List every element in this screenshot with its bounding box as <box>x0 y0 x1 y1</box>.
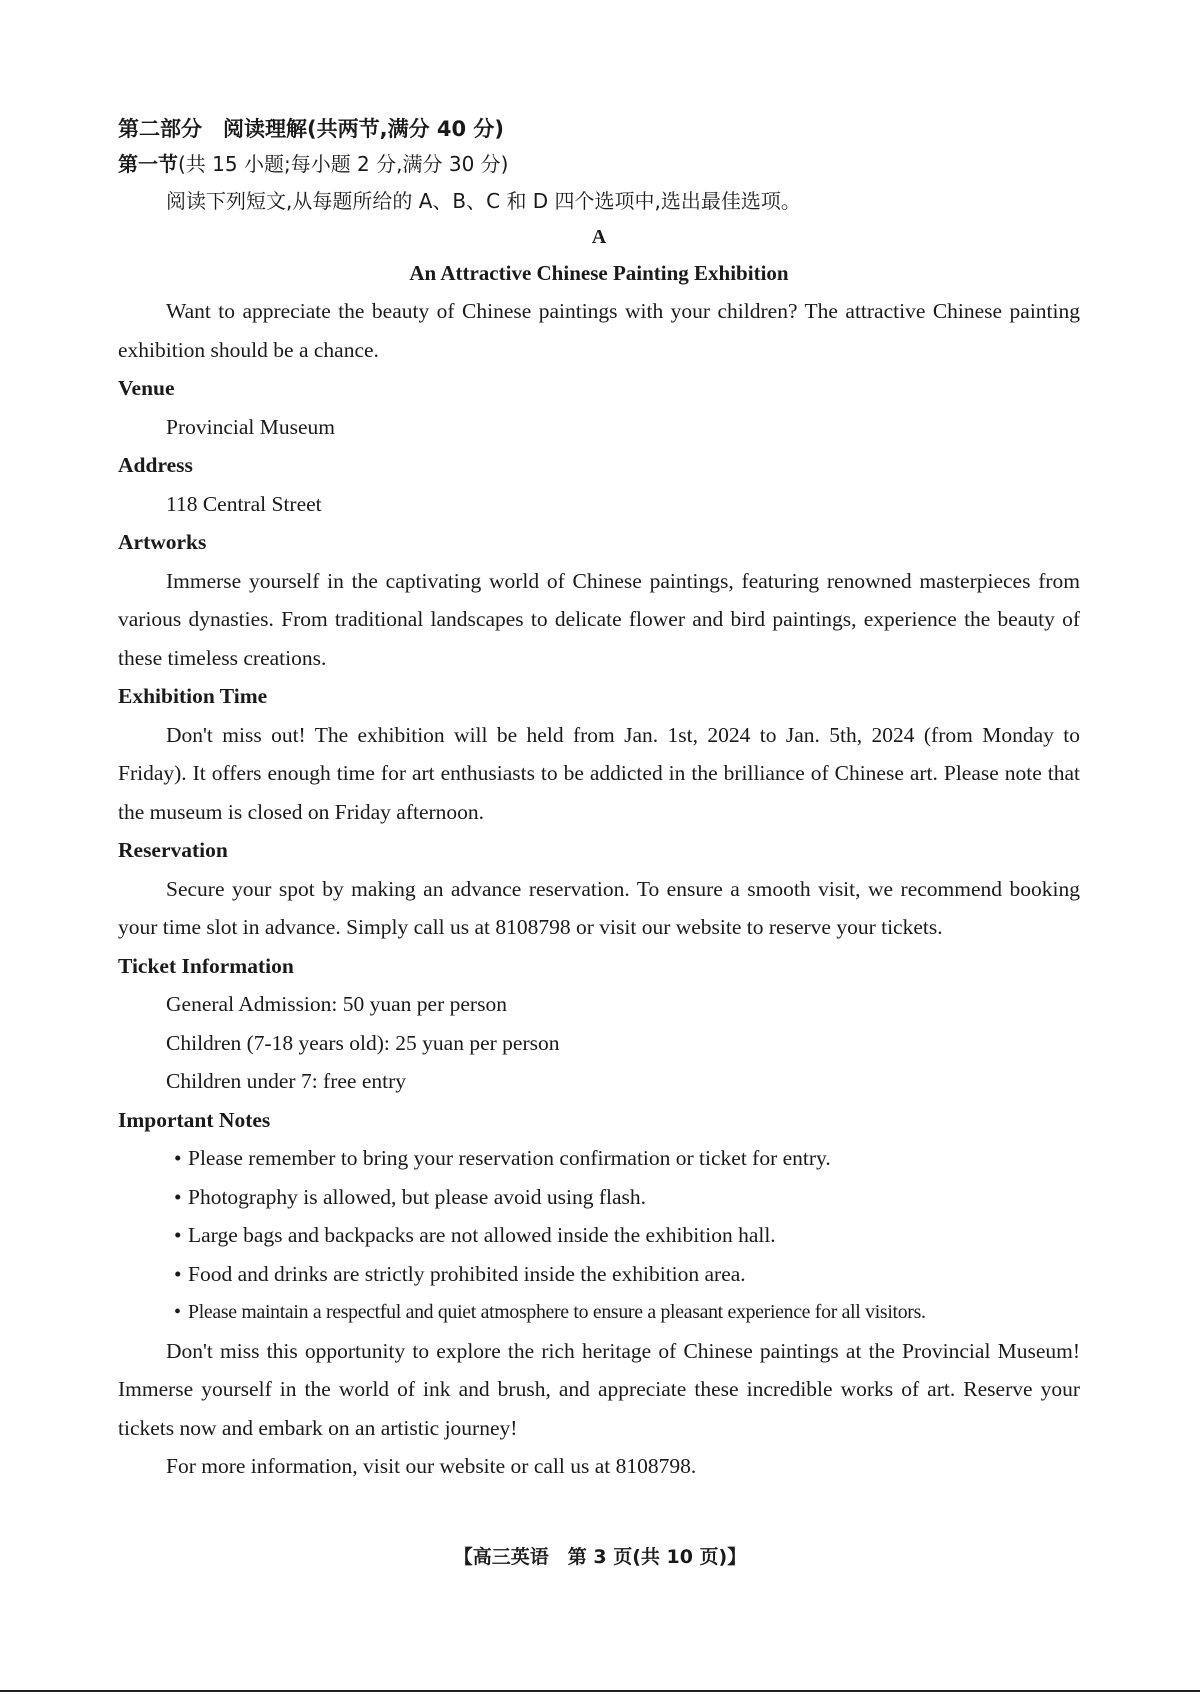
bullet-icon: • <box>174 1261 182 1286</box>
reservation-heading: Reservation <box>118 838 228 862</box>
ticket-children: Children (7-18 years old): 25 yuan per person <box>166 1030 560 1055</box>
scan-edge-line <box>0 1690 1200 1692</box>
reading-instruction: 阅读下列短文,从每题所给的 A、B、C 和 D 四个选项中,选出最佳选项。 <box>166 189 801 213</box>
part-title: 第二部分 阅读理解(共两节,满分 40 分) <box>118 117 505 141</box>
address-text: 118 Central Street <box>166 491 322 516</box>
exhibition-time-paragraph: Don't miss out! The exhibition will be held from Jan. 1st, 2024 to Jan. 5th, 2024 (from Monday to Friday). It offers enough time for art enthusiasts to be addicted in the brilliance of Chinese art. Please note that the museum is closed on Friday afternoon. <box>118 722 1080 824</box>
passage-title: An Attractive Chinese Painting Exhibition <box>409 261 789 285</box>
ticket-general: General Admission: 50 yuan per person <box>166 992 507 1016</box>
page-content <box>118 112 1080 1486</box>
note-item: • Please remember to bring your reservation confirmation or ticket for entry. <box>174 1139 1080 1178</box>
important-notes-list <box>118 1139 1080 1332</box>
section-label: 第一节 <box>118 152 178 176</box>
note-item: • Food and drinks are strictly prohibited inside the exhibition area. <box>174 1255 1080 1294</box>
reservation-paragraph: Secure your spot by making an advance reservation. To ensure a smooth visit, we recommend booking your time slot in advance. Simply call us at 8108798 or visit our website to reserve your tickets. <box>118 876 1080 939</box>
exhibition-time-heading: Exhibition Time <box>118 684 268 708</box>
bullet-icon: • <box>174 1223 182 1247</box>
important-notes-heading: Important Notes <box>118 1107 271 1132</box>
passage-letter: A <box>591 226 607 248</box>
intro-paragraph: Want to appreciate the beauty of Chinese paintings with your children? The attractive Chinese painting exhibition should be a chance. <box>118 299 1080 362</box>
artworks-paragraph: Immerse yourself in the captivating world of Chinese paintings, featuring renowned masterpieces from various dynasties. From traditional landscapes to delicate flower and bird paintings, experience the beauty of these timeless creations. <box>118 568 1080 670</box>
section-heading <box>118 146 1080 182</box>
section-detail: (共 15 小题;每小题 2 分,满分 30 分) <box>178 152 509 176</box>
note-item: • Large bags and backpacks are not allowed inside the exhibition hall. <box>174 1216 1080 1255</box>
ticket-under-seven: Children under 7: free entry <box>166 1069 406 1093</box>
venue-heading: Venue <box>118 376 175 400</box>
bullet-icon: • <box>174 1184 182 1209</box>
contact-line: For more information, visit our website or call us at 8108798. <box>166 1454 697 1478</box>
bullet-icon: • <box>174 1146 182 1170</box>
bullet-icon: • <box>174 1301 181 1323</box>
address-heading: Address <box>118 453 193 477</box>
note-item: • Please maintain a respectful and quiet atmosphere to ensure a pleasant experience for all visitors. <box>174 1293 1080 1332</box>
artworks-heading: Artworks <box>118 530 207 554</box>
note-item: • Photography is allowed, but please avoid using flash. <box>174 1178 1080 1217</box>
venue-text: Provincial Museum <box>166 414 335 439</box>
closing-paragraph: Don't miss this opportunity to explore the rich heritage of Chinese paintings at the Provincial Museum! Immerse yourself in the world of ink and brush, and appreciate these incredible works of art. Reserve your tickets now and embark on an artistic journey! <box>118 1338 1080 1440</box>
page-footer: 【高三英语 第 3 页(共 10 页)】 <box>453 1546 747 1568</box>
ticket-info-heading: Ticket Information <box>118 953 294 978</box>
